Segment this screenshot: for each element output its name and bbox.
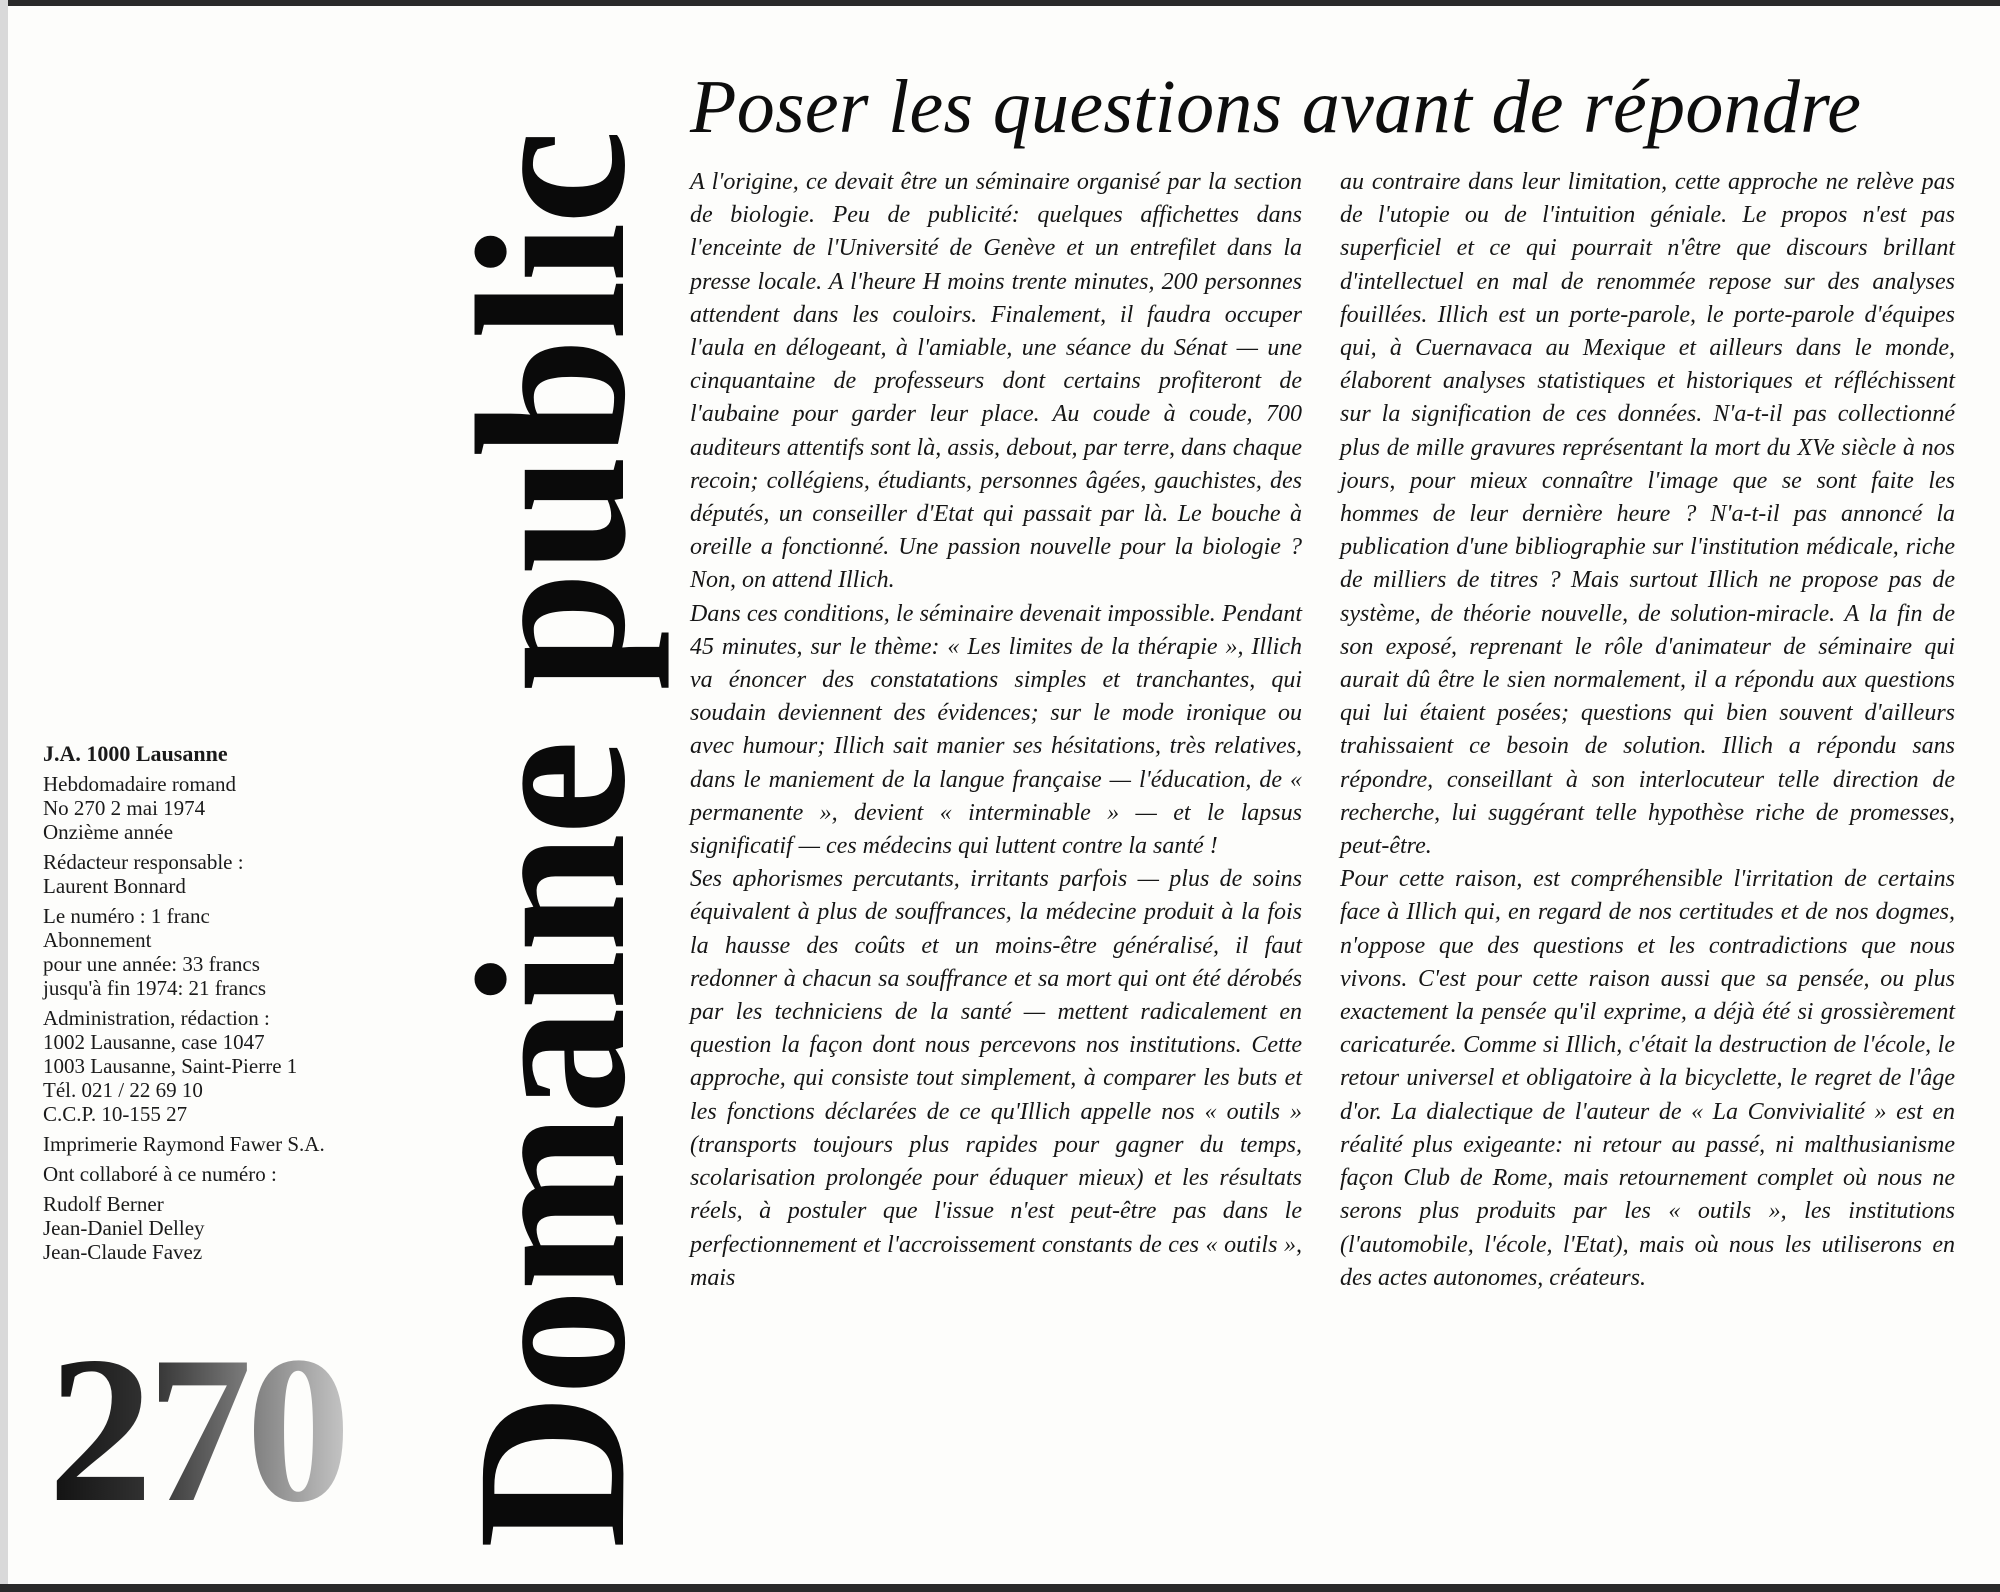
info-line: C.C.P. 10-155 27 xyxy=(43,1102,188,1126)
info-line: Administration, rédaction : xyxy=(43,1006,270,1030)
article-paragraph: Ses aphorismes percutants, irritants parfois — plus de soins équivalent à plus de souffrances, la médecine produit à la fois la hausse des coûts et un moins-être généralisé, il faut redonner à chacun sa souffrance et sa mort qui ont été dérobés par les techniciens de la santé — mettent radicalement en question la façon dont nous percevons nos institutions. Cette approche, qui consiste tout simplement, à comparer les buts et les fonctions déclarées de ce qu'Illich appelle nos « outils » (transports toujours plus rapides pour gagner du temps, scolarisation prolongée pour éduquer mieux) et les résultats réels, à postuler que l'issue n'est peut-être pas dans le perfectionnement et l'accroissement constants de ces « outils », mais xyxy=(690,866,1302,1291)
info-editor xyxy=(43,850,413,898)
info-line: Tél. 021 / 22 69 10 xyxy=(43,1078,203,1102)
article-paragraph: Dans ces conditions, le séminaire devenait impossible. Pendant 45 minutes, sur le thème: « Les limites de la thérapie », Illich va énoncer des constatations simples et tranchantes, qui soudain deviennent des évidences; sur le mode ironique ou avec humour; Illich sait manier ses hésitations, très relatives, dans le maniement de la langue française — l'éducation, de « permanente », devient « interminable » — et le lapsus significatif — ces médecins qui luttent contre la santé ! xyxy=(690,600,1302,860)
info-line: Le numéro : 1 franc xyxy=(43,904,210,928)
info-line: Abonnement xyxy=(43,928,152,952)
info-line: Ont collaboré à ce numéro : xyxy=(43,1162,277,1186)
scan-border-bottom xyxy=(0,1584,2000,1592)
info-contributors-label xyxy=(43,1162,413,1186)
contributor-name: Rudolf Berner xyxy=(43,1192,164,1216)
info-line: jusqu'à fin 1974: 21 francs xyxy=(43,976,267,1000)
scan-border-top xyxy=(0,0,2000,6)
publication-info xyxy=(43,742,413,1270)
info-line: Laurent Bonnard xyxy=(43,874,186,898)
scan-border-left xyxy=(0,0,8,1592)
info-line: Onzième année xyxy=(43,820,174,844)
info-line: 1002 Lausanne, case 1047 xyxy=(43,1030,265,1054)
info-line: No 270 2 mai 1974 xyxy=(43,796,206,820)
article-paragraph: au contraire dans leur limitation, cette approche ne relève pas de l'utopie ou de l'intuition géniale. Le propos n'est pas superficiel et ce qui pourrait n'être que discours brillant d'intellectuel en mal de renommée repose sur des analyses fouillées. Illich est un porte-parole, le porte-parole d'équipes qui, à Cuernavaca au Mexique et ailleurs dans le monde, élaborent analyses statistiques et historiques et réfléchissent sur la signification de ces données. N'a-t-il pas collectionné plus de mille gravures représentant la mort du XVe siècle à nos jours, pour mieux connaître l'image que se sont faite les hommes de leur dernière heure ? N'a-t-il pas annoncé la publication d'une bibliographie sur l'institution médicale, riche de milliers de titres ? Mais surtout Illich ne propose pas de système, de théorie nouvelle, de solution-miracle. A la fin de son exposé, reprenant le rôle d'animateur de séminaire qui aurait dû être le sien normalement, il a répondu aux questions qui lui étaient posées; questions qui bien souvent d'ailleurs trahissaient ce besoin de solution. Illich a répondu sans répondre, conseillant à son interlocuteur telle direction de recherche, lui suggérant telle hypothèse riche de promesses, peut-être. xyxy=(1340,169,1955,860)
article-column-1 xyxy=(690,166,1302,1295)
info-line: Hebdomadaire romand xyxy=(43,772,237,796)
info-administration xyxy=(43,1006,413,1126)
postal-mark: J.A. 1000 Lausanne xyxy=(43,741,228,766)
article-headline: Poser les questions avant de répondre xyxy=(690,65,1862,149)
article-paragraph: Pour cette raison, est compréhensible l'irritation de certains face à Illich qui, en regard de nos certitudes et de nos dogmes, n'oppose que des questions et les contradictions que nous vivons. C'est pour cette raison aussi que sa pensée, ou plus exactement la pensée qu'il exprime, a déjà été si grossièrement caricaturée. Comme si Illich, c'était la destruction de l'école, le retour universel et obligatoire à la bicyclette, le regret de l'âge d'or. La dialectique de l'auteur de « La Convivialité » est en réalité plus exigeante: ni retour au passé, ni malthusianisme façon Club de Rome, mais retournement complet où nous ne serons plus produits par les « outils », les institutions (l'automobile, l'école, l'Etat), mais où nous les utiliserons en des actes autonomes, créateurs. xyxy=(1340,866,1955,1291)
info-line: Rédacteur responsable : xyxy=(43,850,244,874)
info-printer xyxy=(43,1132,413,1156)
info-edition xyxy=(43,772,413,844)
info-line: 1003 Lausanne, Saint-Pierre 1 xyxy=(43,1054,298,1078)
contributor-name: Jean-Claude Favez xyxy=(43,1240,203,1264)
info-contributors xyxy=(43,1192,413,1264)
article-column-2 xyxy=(1340,166,1955,1295)
masthead-container xyxy=(432,131,672,1549)
contributor-name: Jean-Daniel Delley xyxy=(43,1216,205,1240)
info-line: Imprimerie Raymond Fawer S.A. xyxy=(43,1132,325,1156)
info-line: pour une année: 33 francs xyxy=(43,952,260,976)
info-pricing xyxy=(43,904,413,1000)
masthead-title: Domaine public xyxy=(433,131,670,1549)
article-paragraph: A l'origine, ce devait être un séminaire organisé par la section de biologie. Peu de publicité: quelques affichettes dans l'enceinte de l'Université de Genève et un entrefilet dans la presse locale. A l'heure H moins trente minutes, 200 personnes attendent dans les couloirs. Finalement, il faudra occuper l'aula en délogeant, à l'amiable, une séance du Sénat — une cinquantaine de professeurs dont certains profiteront de l'aubaine pour garder leur place. Au coude à coude, 700 auditeurs attentifs sont là, assis, debout, par terre, dans chaque recoin; collégiens, étudiants, personnes âgées, gauchistes, des députés, un conseiller d'Etat qui passait par là. Le bouche à oreille a fonctionné. Une passion nouvelle pour la biologie ? Non, on attend Illich. xyxy=(690,169,1302,594)
issue-number: 270 xyxy=(48,1314,345,1546)
